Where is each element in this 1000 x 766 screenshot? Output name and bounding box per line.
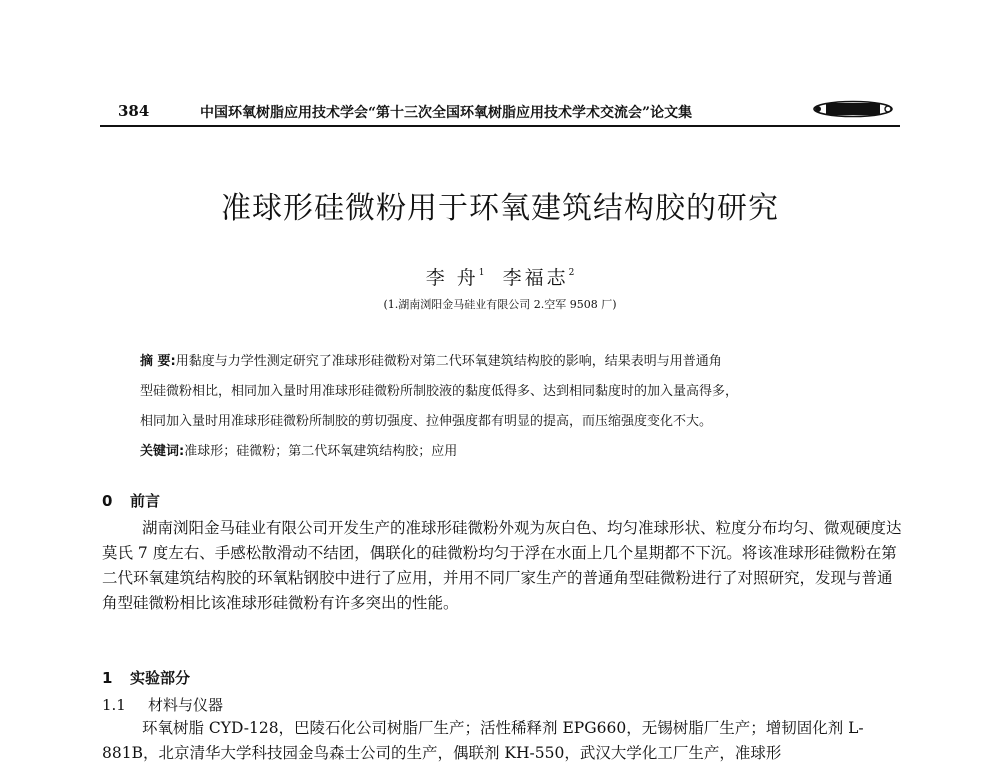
abstract-line: 摘 要:用黏度与力学性测定研究了准球形硅微粉对第二代环氧建筑结构胶的影响，结果表明与用普通角 — [140, 354, 722, 369]
affiliation-mark: 2 — [568, 268, 575, 278]
author-name: 李福志 — [502, 267, 569, 289]
keywords-label: 关键词: — [140, 444, 185, 459]
section-heading: 1 实验部分 — [102, 669, 191, 687]
affiliation: (1.湖南浏阳金马硅业有限公司 2.空军 9508 厂) — [383, 298, 617, 311]
ceata-logo-icon — [812, 100, 894, 118]
author-list — [100, 263, 900, 290]
abstract-label: 摘 要: — [140, 354, 176, 369]
paper-title: 准球形硅微粉用于环氧建筑结构胶的研究 — [221, 191, 779, 226]
section-paragraph: 湖南浏阳金马硅业有限公司开发生产的准球形硅微粉外观为灰白色、均匀准球形状、粒度分布均匀、微观硬度达莫氏 7 度左右、手感松散滑动不结团，偶联化的硅微粉均匀于浮在水面上几个星期都不下沉。将该准球形硅微粉在第二代环氧建筑结构胶的环氧粘钢胶中进行了应用，并用不同厂家生产的普通角型硅微粉进行了对照研究，发现与普通角型硅微粉相比该准球形硅微粉有许多突出的性能。 — [102, 519, 902, 612]
abstract-line: 相同加入量时用准球形硅微粉所制胶的剪切强度、拉伸强度都有明显的提高，而压缩强度变化不大。 — [140, 414, 713, 429]
page-number: 384 — [118, 102, 150, 120]
section-paragraph: 环氧树脂 CYD-128，巴陵石化公司树脂厂生产；活性稀释剂 EPG660，无锡树脂厂生产；增韧固化剂 L-881B，北京清华大学科技园金鸟森士公司的生产，偶联剂 KH-550，武汉大学化工厂生产，准球形 — [102, 719, 864, 762]
section-heading: 0 前言 — [102, 492, 161, 510]
subsection-heading: 1.1 材料与仪器 — [102, 696, 224, 714]
keywords-line — [140, 440, 870, 459]
affiliation-mark: 1 — [478, 268, 485, 278]
abstract-line: 型硅微粉相比，相同加入量时用准球形硅微粉所制胶液的黏度低得多、达到相同黏度时的加入量高得多， — [140, 384, 739, 399]
author-name: 李 舟 — [425, 267, 479, 289]
header-rule — [100, 125, 900, 127]
keywords-text: 准球形；硅微粉；第二代环氧建筑结构胶；应用 — [184, 444, 458, 459]
running-title: 中国环氧树脂应用技术学会“第十三次全国环氧树脂应用技术学术交流会”论文集 — [200, 105, 693, 121]
